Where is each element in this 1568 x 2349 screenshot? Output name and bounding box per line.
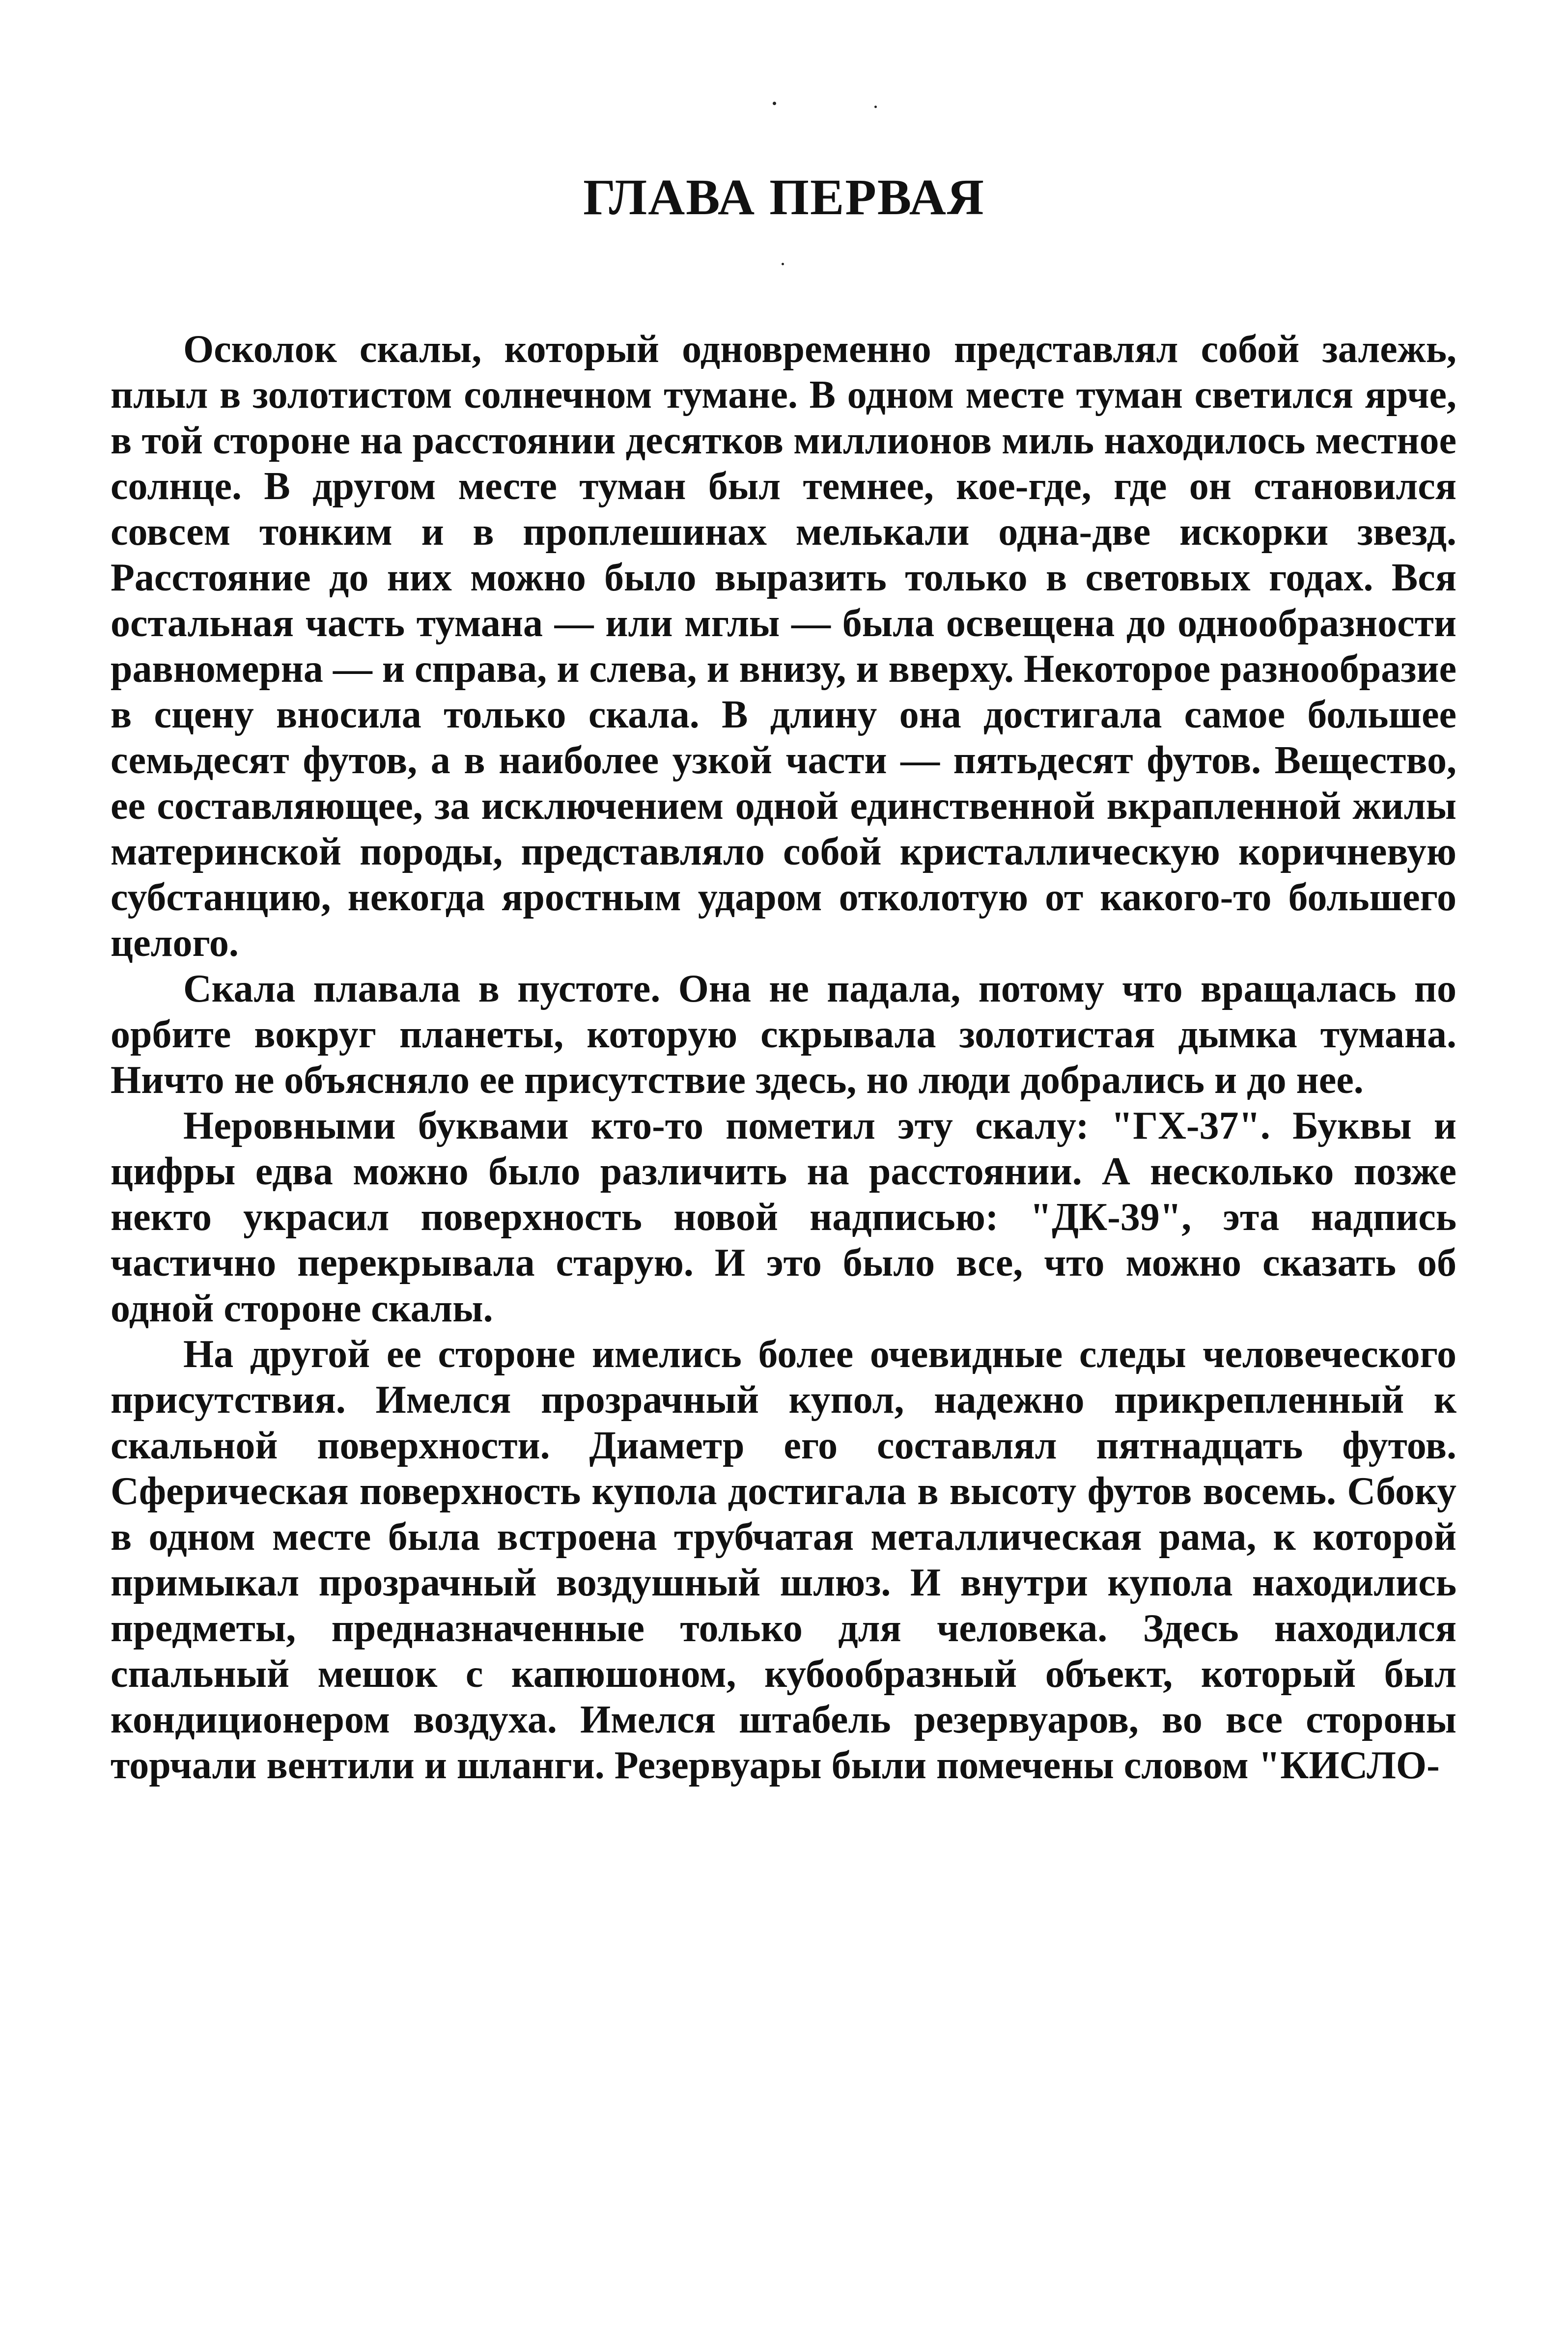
- print-speck: [782, 263, 784, 265]
- chapter-title: ГЛАВА ПЕРВАЯ: [583, 169, 985, 225]
- paragraph: Скала плавала в пустоте. Она не падала, потому что вращалась по орбите вокруг планеты, которую скрывала золотистая дымка тумана. Ничто не объясняло ее присутствие здесь, но люди добрались и до нее.: [111, 967, 1456, 1102]
- paragraph: Осколок скалы, который одновременно представлял собой залежь, плыл в золотистом солнечном тумане. В одном месте туман светился ярче, в той стороне на расстоянии десятков миллионов миль находилось местное солнце. В другом месте туман был темнее, кое-где, где он становился совсем тонким и в проплешинах мелькали одна-две искорки звезд. Расстояние до них можно было выразить только в световых годах. Вся остальная часть тумана — или мглы — была освещена до однообразности равномерна — и справа, и слева, и внизу, и вверху. Некоторое разнообразие в сцену вносила только скала. В длину она достигала самое большее семьдесят футов, а в наиболее узкой части — пятьдесят футов. Вещество, ее составляющее, за исключением одной единственной вкрапленной жилы материнской породы, представляло собой кристаллическую коричневую субстанцию, некогда яростным ударом отколотую от какого-то большего целого.: [111, 328, 1456, 965]
- chapter-body: [111, 327, 1456, 1789]
- print-speck: [773, 102, 776, 105]
- paragraph: Неровными буквами кто-то пометил эту скалу: "ГХ-37". Буквы и цифры едва можно было различить на расстоянии. А несколько позже некто украсил поверхность новой надписью: "ДК-39", эта надпись частично перекрывала старую. И это было все, что можно сказать об одной стороне скалы.: [111, 1104, 1456, 1330]
- print-speck: [874, 106, 877, 108]
- paragraph: На другой ее стороне имелись более очевидные следы человеческого присутствия. Имелся прозрачный купол, надежно прикрепленный к скальной поверхности. Диаметр его составлял пятнадцать футов. Сферическая поверхность купола достигала в высоту футов восемь. Сбоку в одном месте была встроена трубчатая металлическая рама, к которой примыкал прозрачный воздушный шлюз. И внутри купола находились предметы, предназначенные только для человека. Здесь находился спальный мешок с капюшоном, кубообразный объект, который был кондиционером воздуха. Имелся штабель резервуаров, во все стороны торчали вентили и шланги. Резервуары были помечены словом "КИСЛО-: [111, 1333, 1456, 1787]
